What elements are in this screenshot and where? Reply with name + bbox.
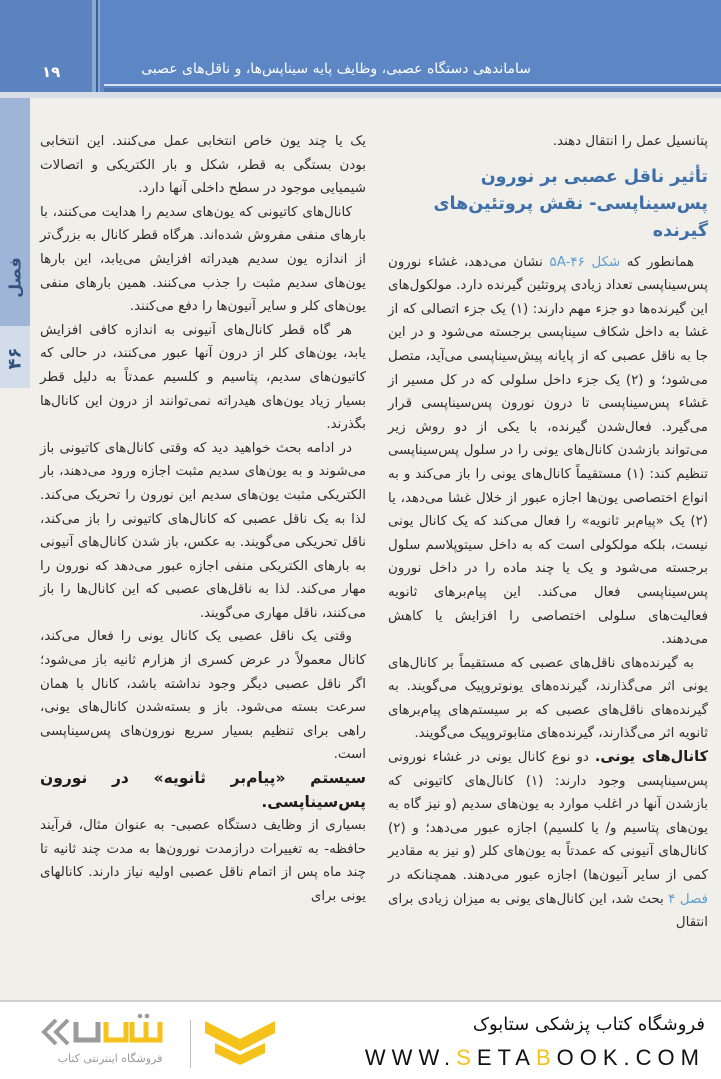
paragraph: کانال‌های کاتیونی که یون‌های سدیم را هدایت می‌کنند، با بارهای منفی مفروش شده‌اند. هرگاه قطر کانال به بزرگ‌تر از اندازه یون سدیم هیدراته افزایش می‌یابد، این بارها یون‌های سدیم مثبت را جذب می‌کنند. همین بارهای منفی یون‌های کلر و سایر آنیون‌ها را دفع می‌کنند. [40,204,366,315]
right-column [388,130,708,935]
url-text: ETA [476,1045,536,1070]
paragraph: به گیرنده‌های ناقل‌های عصبی که مستقیماً بر کانال‌های یونی اثر می‌گذارند، گیرنده‌های یونوتروپیک می‌گویند. به گیرنده‌های ناقل‌های عصبی که بر سیستم‌های پیام‌برهای ثانویه اثر می‌گذارند، گیرنده‌های متابوتروپیک می‌گویند. [388,655,708,742]
setabook-wordmark-icon [40,1012,180,1052]
paragraph-text: بحث شد، این کانال‌های یونی به میزان زیادی برای انتقال [388,891,708,931]
store-name: فروشگاه کتاب پزشکی ستابوک [472,1014,705,1035]
intro-line: پتانسیل عمل را انتقال دهند. [552,134,708,149]
setabook-chevron-logo-icon [205,1017,275,1069]
left-column [40,130,366,909]
url-accent: B [535,1045,557,1070]
chapter-link[interactable]: فصل ۴ [668,891,708,907]
paragraph [388,746,708,935]
figure-link[interactable]: شکل ۵A-۴۶ [549,254,621,270]
paragraph-text: دو نوع کانال یونی در غشاء نورونی پس‌سیناپسی وجود دارند: (۱) کانال‌های کاتیونی که بازشدن آنها در اغلب موارد به یون‌های سدیم (و نیز گاه به یون‌های پتاسیم و/ یا کلسیم) اجازه عبور می‌دهد؛ و (۲) کانال‌های آنیونی که عمدتاً به یون‌های کلر (و نیز به مقادیر کمی از سایر آنیون‌ها) اجازه عبور می‌دهند. همچنانکه در [388,750,708,884]
logo-divider [190,1020,191,1068]
chapter-number: ۴۶ [4,347,26,370]
header-rule [104,84,721,86]
paragraph-text: همانطور که [620,254,695,270]
paragraph: بسیاری از وظایف دستگاه عصبی- به عنوان مثال، فرآیند حافظه- به تغییرات درازمدت نورون‌ها به مدت چند ثانیه تا چند ماه پس از اتمام ناقل عصبی اولیه نیاز دارند. کانالهای یونی برای [40,818,366,904]
header-gutter-line [96,0,98,92]
paragraph: هر گاه قطر کانال‌های آنیونی به اندازه کافی افزایش یابد، یون‌های کلر از درون آنها عبور می‌کنند، در حالی که کاتیون‌های سدیم، پتاسیم و کلسیم عمدتاً به دلیل قطر بسیار زیاد یون‌های هیدراته نمی‌توانند از درون این کانال‌ها بگذرند. [40,322,366,433]
logo-subtitle: فروشگاه اینترنتی کتاب [57,1052,163,1065]
page-number: ۱۹ [42,63,61,81]
subheading: سیستم «پیام‌بر ثانویه» در نورون پس‌سیناپسی. [40,769,366,811]
paragraph-text: نشان می‌دهد، غشاء نورون پس‌سیناپسی تعداد زیادی پروتئین گیرنده دارد. مولکول‌های این گیرنده‌ها دو جزء مهم دارند: (۱) یک جزء اتصالی که از غشا به داخل شکاف سیناپسی برجسته می‌شود و در این جا به ناقل عصبی که از پایانه پیش‌سیناپسی می‌آید، متصل می‌شود؛ و (۲) یک جزء داخل سلولی که در کل مسیر از غشاء پس‌سیناپسی تا درون نورون پس‌سیناپسی قرار می‌گیرد. فعال‌شدن گیرنده، با یکی از دو روش زیر می‌تواند بازشدن کانال‌های یونی را در سلول پس‌سیناپسی تنظیم کند: (۱) مستقیماً کانال‌های یونی را باز می‌کند و به انواع اختصاصی یون‌ها اجازه عبور از خلال غشا می‌دهد، یا (۲) یک «پیام‌بر ثانویه» را فعال می‌کند که یک کانال یونی نیست، بلکه مولکولی است که به داخل سیتوپلاسم سلول برجسته می‌شود و یک یا چند ماده را در داخل نورون پس‌سیناپسی فعال می‌کند. این پیام‌برهای ثانویه فعالیت‌های سلولی اختصاصی را افزایش یا کاهش می‌دهند. [388,254,709,648]
page-header [0,0,721,92]
header-subband [0,92,721,98]
paragraph [388,251,708,652]
running-title: ساماندهی دستگاه عصبی، وظایف پایه سیناپس‌ها، و ناقل‌های عصبی [141,61,531,77]
subheading-inline: کانال‌های یونی. [594,749,709,766]
chapter-tab [0,98,30,388]
footer-banner [0,1000,721,1079]
paragraph: یک یا چند یون خاص انتخابی عمل می‌کنند. این انتخابی بودن بستگی به قطر، شکل و بار الکتریکی و اتصالات شیمیایی موجود در سطح داخلی آنها دارد. [40,134,366,197]
paragraph: در ادامه بحث خواهید دید که وقتی کانال‌های کاتیونی باز می‌شوند و به یون‌های سدیم مثبت اجازه ورود می‌دهند، بار الکتریکی مثبت یون‌های سدیم این نورون را تحریک می‌کند. لذا به یک ناقل عصبی که کانال‌های کاتیونی را باز می‌کند، ناقل تحریکی می‌گویند. به عکس، باز شدن کانال‌های آنیونی به بارهای الکتریکی منفی اجازه عبور می‌دهد که نورون را مهار می‌کند. لذا به ناقل‌های عصبی که این کانال‌ها را باز می‌کنند، ناقل مهاری می‌گویند. [40,440,366,621]
store-url[interactable] [365,1045,705,1071]
url-text: WWW. [364,1045,457,1070]
url-text: OOK.COM [556,1045,705,1070]
section-heading: تأثیر ناقل عصبی بر نورون پس‌سیناپسی- نقش پروتئین‌های گیرنده [433,166,708,241]
paragraph: وقتی یک ناقل عصبی یک کانال یونی را فعال می‌کند، کانال معمولاً در عرض کسری از هزارم ثانیه باز می‌شود؛ اگر ناقل عصبی دیگر وجود نداشته باشد، کانال با همان سرعت بسته می‌شود. باز و بسته‌شدن کانال‌های یونی، راهی برای تنظیم بسیار سریع نورون‌های پس‌سیناپسی است. [40,629,366,763]
chapter-label: فصل [5,257,25,298]
url-accent: S [456,1045,477,1070]
